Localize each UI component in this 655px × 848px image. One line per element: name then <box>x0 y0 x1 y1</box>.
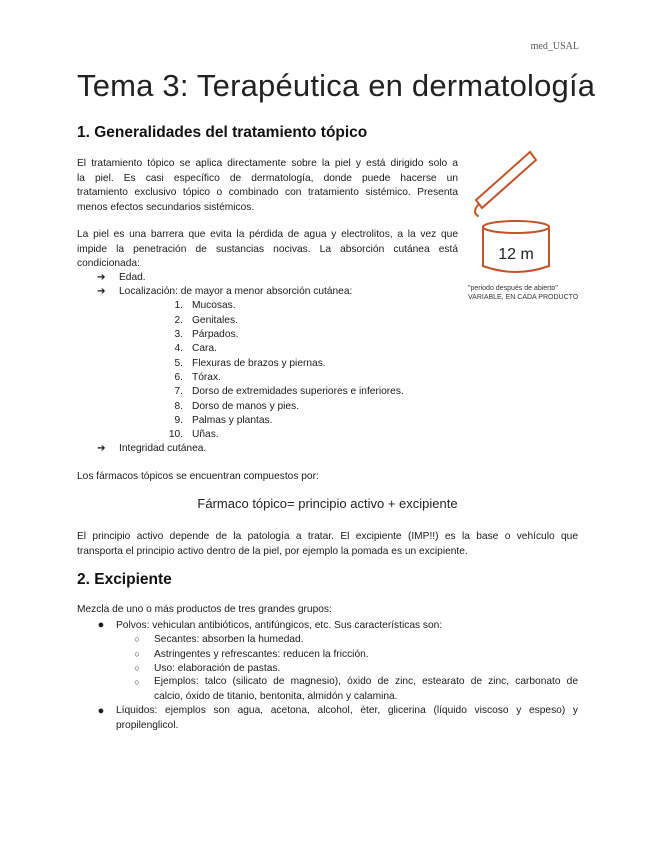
list-item-edad: ➔ Edad. <box>97 272 146 283</box>
arrow-right-icon: ➔ <box>97 286 106 297</box>
jar-label: 12 m <box>498 246 534 263</box>
list-item: 1. Mucosas. <box>174 300 236 311</box>
list-item: 6. Tórax. <box>174 372 221 383</box>
bullet-icon: ● <box>97 705 105 717</box>
arrow-right-icon: ➔ <box>97 272 106 283</box>
illustration-caption-2: VARIABLE, EN CADA PRODUCTO <box>468 294 579 301</box>
circle-bullet-icon: ○ <box>134 663 140 673</box>
text-line: condicionada: <box>77 258 140 269</box>
list-item: 4. Cara. <box>174 343 217 354</box>
list-item: 10. Uñas. <box>168 429 219 440</box>
list-item-polvos: ● Polvos: vehiculan antibióticos, antifúngicos, etc. Sus características son: <box>92 618 442 633</box>
text-line: propilenglicol. <box>116 719 179 731</box>
circle-bullet-icon: ○ <box>134 634 140 644</box>
list-item: 7. Dorso de extremidades superiores e inferiores. <box>174 386 404 397</box>
text-line: Líquidos: ejemplos son agua, acetona, alcohol, éter, glicerina (líquido viscoso y espeso) y <box>116 705 578 716</box>
list-item: 3. Párpados. <box>174 329 239 340</box>
text-line: menos efectos secundarios sistémicos. <box>77 201 255 213</box>
list-item: 5. Flexuras de brazos y piernas. <box>174 357 326 369</box>
text-line: la piel. Es casi específico de dermatología, donde puede hacerse un <box>77 172 458 184</box>
illustration-caption-1: "periodo después de abierto" <box>468 285 558 292</box>
list-item: ○ Uso: elaboración de pastas. <box>128 661 280 676</box>
circle-bullet-icon: ○ <box>134 677 140 687</box>
formula: Fármaco tópico= principio activo + excipiente <box>197 496 458 511</box>
list-item: 8. Dorso de manos y pies. <box>174 400 300 412</box>
list-item-localizacion: ➔ Localización: de mayor a menor absorción cutánea: <box>97 286 353 297</box>
text-line: impide la penetración de sustancias nocivas. La absorción cutánea está <box>77 243 458 255</box>
text-line: transporta el principio activo dentro de la piel, por ejemplo la pomada es un excipiente. <box>77 545 468 557</box>
list-item-ejemplos <box>128 675 146 690</box>
page-title: Tema 3: Terapéutica en dermatología <box>77 68 596 103</box>
list-item-integridad: ➔ Integridad cutánea. <box>97 443 207 454</box>
circle-bullet-icon: ○ <box>134 648 140 659</box>
arrow-right-icon: ➔ <box>97 443 106 454</box>
section-1-heading: 1. Generalidades del tratamiento tópico <box>77 124 368 141</box>
text-line: tratamiento exclusivo tópico o combinado con tratamiento sistémico. Presenta <box>77 187 458 198</box>
page-header-tag: med_USAL <box>530 41 579 52</box>
list-item-liquidos <box>92 704 110 719</box>
bullet-icon: ● <box>97 619 105 631</box>
paragraph-excipiente-intro: Mezcla de uno o más productos de tres grandes grupos: <box>77 604 332 615</box>
list-item: 9. Palmas y plantas. <box>174 415 273 426</box>
list-item: ○ Secantes: absorben la humedad. <box>128 632 304 647</box>
text-line: El tratamiento tópico se aplica directamente sobre la piel y está dirigido solo a <box>77 158 458 169</box>
text-line: El principio activo depende de la patología a tratar. El excipiente (IMP!!) es la base o vehículo que <box>77 531 578 542</box>
list-item: ○ Astringentes y refrescantes: reducen la fricción. <box>128 647 369 662</box>
paragraph-composition: Los fármacos tópicos se encuentran compuestos por: <box>77 471 319 482</box>
section-2-heading: 2. Excipiente <box>77 571 172 588</box>
text-line: Ejemplos: talco (silicato de magnesio), óxido de zinc, estearato de zinc, carbonato de <box>154 676 578 687</box>
text-line: calcio, óxido de titanio, bentonita, almidón y calamina. <box>154 690 398 702</box>
text-line: La piel es una barrera que evita la pérdida de agua y electrolitos, a la vez que <box>77 229 458 240</box>
list-item: 2. Genitales. <box>174 314 238 326</box>
